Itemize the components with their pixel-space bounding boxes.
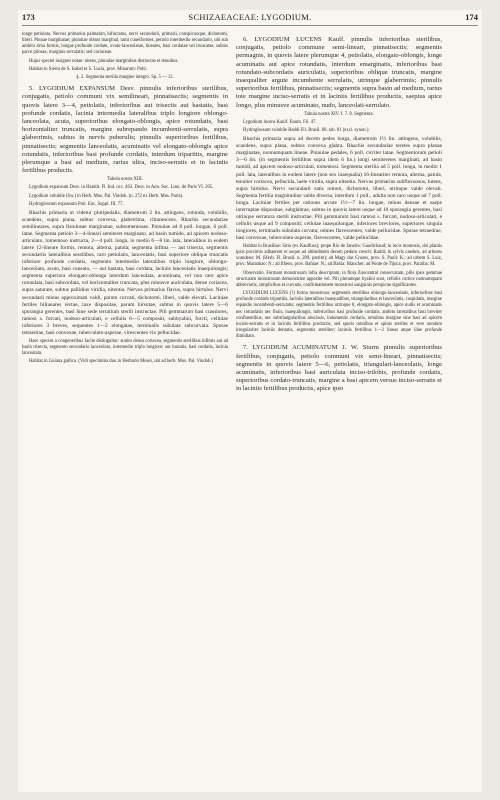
right-column-paragraph: LYGODIUM LUCENS (?) forma monstrosa: segmentis sterilibus oblongo-lanceolatis, inferioribus basi profunde cordatis tripartitis, laciniis lateralibus inaequalibus, triangularibus et lanceolatis, cuspidatis, margine repandis incumbenti-serrulatis; segmentis fertilibus utrinque 8, elongato-oblongis, apice nudis et acuminatis nec rotundatis nec fissis, inaequilongis, inferioribus basi profunde cordatis, ambitu lateralibus basi breviter confluentibus, nec subtriangularibus abscissis, indumentis cordatis, omnibus margine sine basi ad apicem incisis-serratis et in laciniis fertilibus productis, sed sporis omnibus et spinis steriles et vere nondum irregulariter laciniis dentatis, segmentis steriliter; laciniis fertilibus 1—2 lineas atque illae profunde dimidiato.: [236, 291, 442, 340]
header-rule: [22, 25, 478, 26]
left-column-paragraph: Tabula nostra XIII.: [107, 177, 143, 183]
right-column-paragraph: Tabula nostra XIV. f. 7. 8. Segmenta.: [304, 111, 374, 117]
right-column-paragraph: 7. LYGODIUM ACUMINATUM J. W. Sturm pinnulis superioribus fertilibus, conjugatis, petiolo communi vix semi-lineari, pinnatisectis; segmentis in quovis latere 5—6, petiolatis, triangulari-lanceolatis, longe acuminatis, inferioribus basi auriculata inciso-trilobis, profunde cordatis, superioribus cordato-truncatis, margine a basi apicem versus inciso-serratis et in laciniis fertilibus productis, apice ipso: [236, 344, 442, 393]
left-column: [22, 32, 228, 367]
left-column-paragraph: Hydroglossum expansum Poir. Enc. Suppl. III. 77.: [29, 201, 124, 207]
right-column-paragraph: Habitat in Brasiliae: Sitio (ex Kaulfuss); prope Rio de Janeiro: Gaudichaud; in locis montosis, ubi plantis ipsis proximis adhaerent et usque ad altitudinem decem pedum crescit: Raddi; in sylvis caeduis, ad arbores scandens: M. (Herb. Fl. Brasil. n. 289, partim); ad Magy das Cruzes, prov. S. Pauli: K.; ad urbem S. Luiz, prov. Maranhao: N.; ad Ilheos, prov. Bahiae: N.; ad Bahia: Blanchet; ad Ponte de Tijuca, prov. Paraiba: M.: [236, 244, 442, 268]
right-column-paragraph: 6. LYGODIUM LUCENS Kaulf. pinnulis inferioribus sterilibus, conjugatis, petiolo commune semi-lineari, pinnatisectis; segmentis permagnis, in quovis latere plerumque 4, petiolatis, elongato-oblongis, longe acuminatis aut apice rotundatis, interdum emarginatis, inferioribus basi rotundato-subcordatis auriculatis, superioribus oblique truncatis, margine inaequaliter argute incumbente serrulatis, utrinque glaberrimis; pinnulis superioribus fertilibus, pinnatisectis; segmentis supra basin ad medium, rarius tote margine inciso-serratis et in laciniis fertilibus productis, saepius apice longo, plus minusve acuminato, nudo, lanceolati-serrulato.: [236, 36, 442, 109]
left-column-paragraph: Lygodium volubile (Sw.) in Herb. Mus. Pal. Vindob. (n. 272 ex Herb. Mus. Paris).: [29, 193, 184, 199]
running-header: [22, 12, 478, 24]
right-column-paragraph: Observatio. Formam monstrosam infra descriptam, in flora Zoocentral conservatam, pilis ipsis gemmae structuram monstrosam demonstrare apposite vel. Pili plerumque hyalini sunt, cellulis cortice nonnumquam abbreviatis, simplicibus et curvatis, confirmationem monstrosi sanguinis perspicue significantes.: [236, 270, 442, 288]
left-column-paragraph: Lygodium expansum Desv. in Hamilt. Fl. Ind. occ. 463. Desv. in Ann. Soc. Linn. de Paris VI. 205.: [29, 185, 214, 191]
left-column-paragraph: longe petiolata. Nervus primarius palmatim, bifurcatus, nervi secundarii, primarii, conspicuoque, dichotomi, liberi. Pinnae marginatae; pinnulae obtusi marginal, rami cuneiformes, petiolo intermedio secundario, ubi sub ambitu rima formis, longae profunde cordate, ovato-lanceolatae, lineares, basi cordatae vel truncatae, subtus parce pilosae, marginis serrulatis; sed coriaceae.: [22, 32, 228, 56]
left-column-paragraph: §. 2. Segmenta sterilia margine integro. Sp. 5 — 12.: [76, 74, 174, 80]
left-column-paragraph: Habitat in Sierra de S. Isabel et S. Lucia, prov. Minarum: Pohl.: [29, 66, 147, 72]
right-column-paragraph: Hydroglossum volubile Raddi Fil. Brasil. 68. tab. 81 (excl. synon.).: [243, 128, 370, 134]
left-page-number: 173: [22, 12, 35, 22]
running-title: SCHIZAEACEAE: LYGODIUM.: [188, 12, 312, 22]
right-page-number: 174: [465, 12, 478, 22]
right-column-paragraph: Rhachis primaria supra ad decem pedes longa, diametrum 1½ lin. attingens, volubilis, scandens, supra plana, subtus convexa glabra. Rhachis secundariae teretes supra planae marginatae, nonnumquam lineae. Pinnulae pedales, 6 poll. circiter latae. Segmentorum petioli 3—6 lin. (in segmentis fertilibus supra idem 6 lin.) longi semiteretes marginati, ad basin tumidi, ad apicem nodoso-articulati, tomentosi. Segmenta sterilia ad 5 poll. longa, in medio 1 poll. lata, lateralibus in eodem latere (non sex inaequalia) 16-lineariter remota, alterna, patula, tenuiter coriacea, pellucida, laete viridia, supra nitentia. Nervus primarius subflexuosus, lutens, supra hirtulus. Nervi secundarii satis remoti, dichotomi, liberi, utrinque valde elevati. Segmenta fertilia magnitudine valde diversa, interdum 1 poll., adulta non raro usque ad 7 poll. longa. Laciniae fertiles per rationes arcute 1½—7 lin. longae, minus densae et saepe interruptae dispositae, subglabrae, subtus in quovis latere usque ad 10 sporangia gerentes, basi utrinque serratura sterili instructae. Pili gemmarum basi ramosi s. furcati, nodoso-articulati, e cellulis usque ad 9 compositi; cellulae inaequilongae, inferiores breviores, superiores singula longiores, terminalis subulata curvata; omnes flavescentes, valde pellucidae. Sporae tetraedrae, basi convexae, tuberculato-asperae, flavescentes, valde pellucidae.: [236, 136, 442, 241]
left-column-paragraph: 5. LYGODIUM EXPANSUM Desv. pinnulis inferioribus sterilibus, conjugatis, petiolo communi vix semilineari, pinnatisectis; segmentis in quovis latere 3—4, petiolatis, inferioribus aut trisectis aut hastatis, basi profunde cordatis, lacinia intermedia lateralibus triplo longiore oblongo-lanceolata, acuta, superioribus elongato-oblongis, apice rotundatis, basi horizontaliter truncatis, margine subrepando incumbenti-serrulatis, supra glaberrimis, subtus in nervis puberulis; pinnulis superioribus fertilibus, pinnatisectis; segmentis lanceolatis, acuminatis vel elongato-oblongis apice rotundatis, inferioribus basi profunde cordatis, interdum tripartitis, margine plerumque a basi ad medium, rarius ultra, inciso-serratis et in laciniis fertilibus productis.: [22, 85, 228, 175]
left-column-paragraph: Habitat in Guiana gallica. (Vidi specimina duo in Herbario Musei, ubi ad herb. Mus. Pal. Vindob.): [29, 359, 214, 365]
left-column-paragraph: Haec species a congeneribus facile distinguitur: statim densa coriacea, segmentis sterilibus infimis aut ad basin trisecta, segmento secundario lanceolato, intermedio triplo longiore; aut hastatis, basi cordatis, lacinia lanceolata.: [22, 338, 228, 357]
right-column-paragraph: Lygodium lucens Kaulf. Enum. Fil. 47.: [243, 119, 317, 125]
left-column-paragraph: Hujus speciei insignes notae: nitens, pinnulae marginibus distinctae et tenuibus.: [29, 58, 179, 64]
left-column-paragraph: Rhachis primaria ut videtur pluripedalis, diametrum 2 lin. attingens, rotunda, volubilis, scandens, supra plana, subtus convexa, glaberrima, clitanescens. Rhachis secundariae semilineares, supra fistulosae marginatae, subtomentosae. Pinnulae ad 8 poll. longae, 6 poll. latae. Segmenta petiolo 3—4-lineari semiteret marginato, ad basin tumido, ad apicem nodoso-articulato, tomentoso instructa, 2—4 poll. longa, in medio 6—8 lin. lata, lateralibus in eodem latere 12-lineare formis, remota, alterna, patula; segmenta infima — aut trisecta, segmentis secundariis lateralibus sessilibus, raro petiolatis, lanceolatis, basi superiore oblique truncatis inferiore profunde cordatis, segmento intermedio lateralibus triplo longiore, oblongo-lanceolato, acuto, basi cuneato, — aut hastata, basi cordata, laciniis lanceolatis inaequilongis; segmenta superiora elongato-oblonga interdum lanceolata, acuminata, vel non rare apice rotundata, basi subcordata, vel horizontaliter truncata, plus minusve auriculata, dense coriacea, supra saturate, subtus pallidius viridia, nitentia. Nervus primarius flavus, supra hirtulus. Nervi secundarii minus approximati valdi, parum curvati, dichotomi, liberi, valde elevati. Laciniae fertiles biliueares rectae, laxe dispositae, parum hirsutae, subtus in quovis latere 5—6 sporangia gerentes, basi hine sede terrarium sterili instructae. Pili gemmarum basi crassiores, ramosi s. furcati, nodoso-articulati, e cellulis 6—5 compositi, subhyalini, furcti, cellulae inferiores 3 breves, sequentes 1—2 elongatae, terminalis subulata subcurvata. Sporae tetraedrae, basi convexae, tuberculato-asperae, virescentes vix pellucidae.: [22, 209, 228, 336]
right-column: [236, 32, 442, 396]
